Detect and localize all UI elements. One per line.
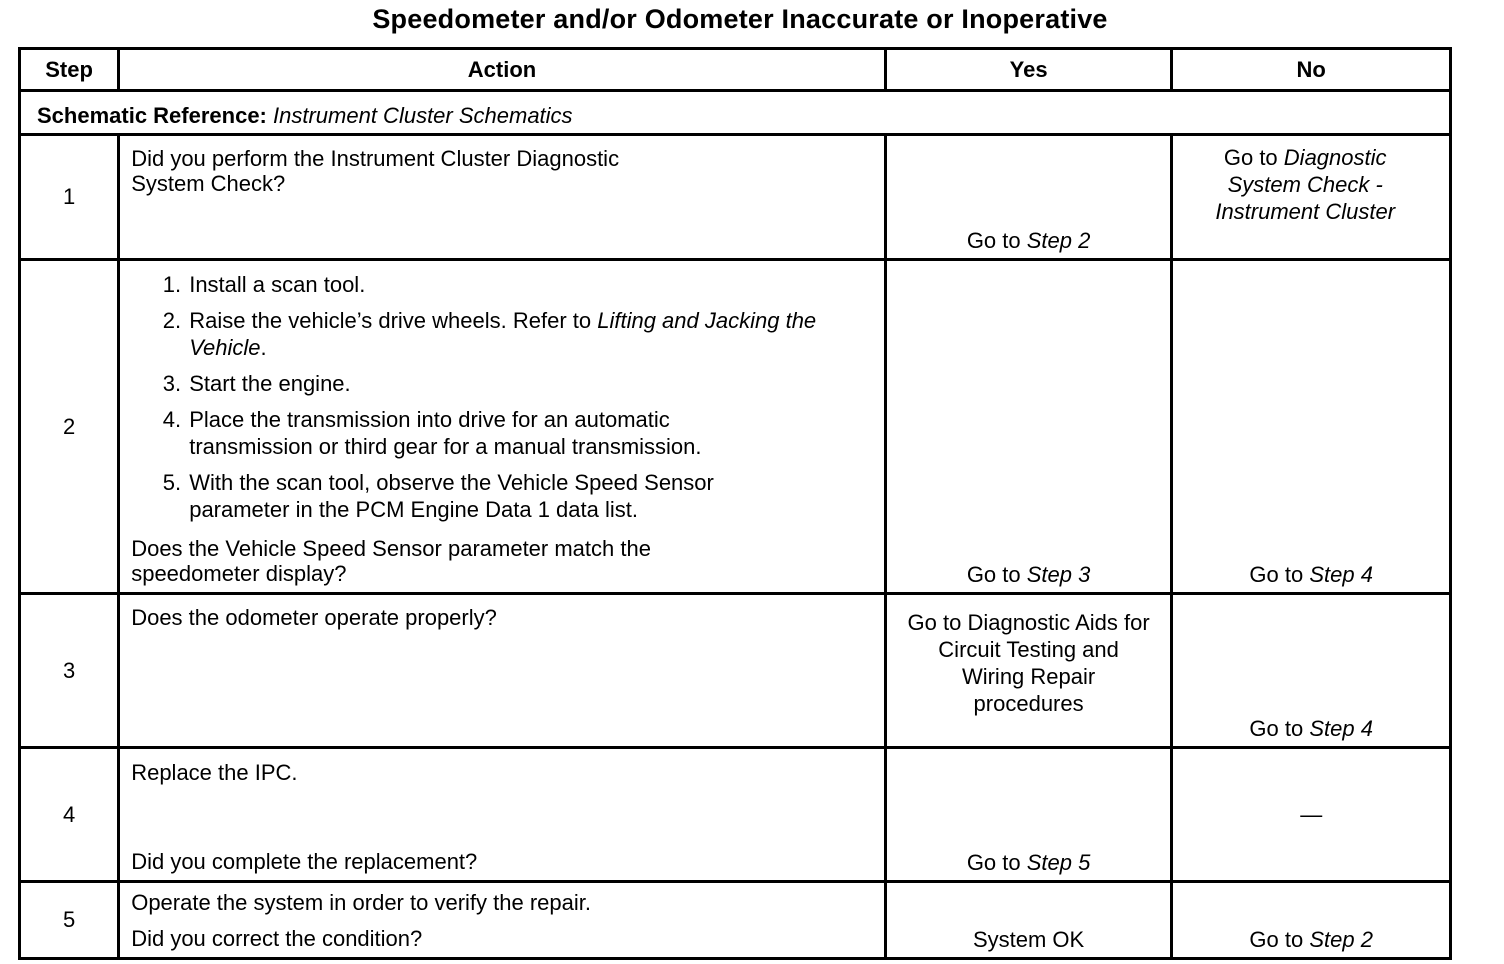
- diagnostic-link[interactable]: Diagnostic System Check - Instrument Cluster: [1215, 145, 1396, 224]
- yes-result: Go to Step 3: [966, 562, 1091, 587]
- step-number: 1: [20, 135, 119, 260]
- step-number: 5: [20, 882, 119, 959]
- page-title: Speedometer and/or Odometer Inaccurate or Inoperative: [372, 4, 1108, 34]
- table-row: [20, 260, 1451, 594]
- table-row: [20, 135, 1451, 260]
- yes-cell: [885, 260, 1172, 594]
- question-text: Does the odometer operate properly?: [131, 605, 497, 630]
- table-row: [20, 594, 1451, 748]
- header-step: Step: [20, 49, 119, 91]
- header-yes: Yes: [885, 49, 1172, 91]
- substep-item: 3. Start the engine.: [187, 370, 876, 397]
- diagnostic-table: [18, 47, 1452, 960]
- substep-item: 4. Place the transmission into drive for an automatic transmission or third gear for a manual transmission.: [187, 406, 876, 460]
- substep-item: 2. Raise the vehicle’s drive wheels. Refer to Lifting and Jacking the Vehicle.: [187, 307, 876, 361]
- step-number: 3: [20, 594, 119, 748]
- table-row: [20, 882, 1451, 959]
- question-text: Does the Vehicle Speed Sensor parameter match the speedometer display?: [131, 536, 651, 586]
- step-link[interactable]: Step 5: [1026, 850, 1091, 875]
- yes-result: Go to Diagnostic Aids for Circuit Testing and Wiring Repair procedures: [907, 610, 1150, 716]
- question-text: Did you perform the Instrument Cluster Diagnostic System Check?: [131, 146, 620, 196]
- no-result: Go to Step 2: [1249, 927, 1373, 952]
- step-number: 4: [20, 748, 119, 882]
- no-cell: [1172, 748, 1451, 882]
- yes-result: Go to Step 2: [966, 228, 1091, 253]
- action-cell: [119, 260, 886, 594]
- step-link[interactable]: Step 3: [1026, 562, 1091, 587]
- table-row: [20, 748, 1451, 882]
- yes-cell: [885, 748, 1172, 882]
- yes-result: Go to Step 5: [966, 850, 1091, 875]
- step-number: 2: [20, 260, 119, 594]
- no-result: Go to Diagnostic System Check - Instrument Cluster: [1215, 145, 1396, 224]
- schematic-row: [20, 91, 1451, 135]
- schematic-link[interactable]: Instrument Cluster Schematics: [273, 102, 573, 128]
- instruction-text: Replace the IPC.: [131, 760, 298, 785]
- no-cell: [1172, 594, 1451, 748]
- no-result: —: [1300, 802, 1323, 827]
- yes-cell: [885, 594, 1172, 748]
- procedure-link[interactable]: Lifting and Jacking the Vehicle: [189, 308, 817, 360]
- action-cell: [119, 135, 886, 260]
- step-link[interactable]: Step 4: [1309, 562, 1373, 587]
- schematic-label: Schematic Reference:: [37, 102, 267, 128]
- no-cell: [1172, 260, 1451, 594]
- instruction-text: Operate the system in order to verify the repair.: [131, 890, 591, 915]
- header-no: No: [1172, 49, 1451, 91]
- yes-result: System OK: [972, 927, 1085, 952]
- schematic-reference: [20, 91, 1451, 135]
- step-link[interactable]: Step 2: [1026, 228, 1091, 253]
- step-link[interactable]: Step 4: [1309, 716, 1373, 741]
- action-cell: [119, 748, 886, 882]
- yes-cell: [885, 882, 1172, 959]
- question-text: Did you complete the replacement?: [131, 849, 478, 874]
- substep-item: 5. With the scan tool, observe the Vehicle Speed Sensor parameter in the PCM Engine Data 1 data list.: [187, 469, 876, 523]
- header-row: [20, 49, 1451, 91]
- no-cell: [1172, 882, 1451, 959]
- question-text: Did you correct the condition?: [131, 926, 423, 951]
- action-cell: [119, 594, 886, 748]
- no-cell: [1172, 135, 1451, 260]
- action-cell: [119, 882, 886, 959]
- no-result: Go to Step 4: [1249, 716, 1373, 741]
- substep-list: [131, 271, 876, 532]
- yes-cell: [885, 135, 1172, 260]
- step-link[interactable]: Step 2: [1309, 927, 1373, 952]
- substep-item: 1. Install a scan tool.: [187, 271, 876, 298]
- header-action: Action: [119, 49, 886, 91]
- no-result: Go to Step 4: [1249, 562, 1373, 587]
